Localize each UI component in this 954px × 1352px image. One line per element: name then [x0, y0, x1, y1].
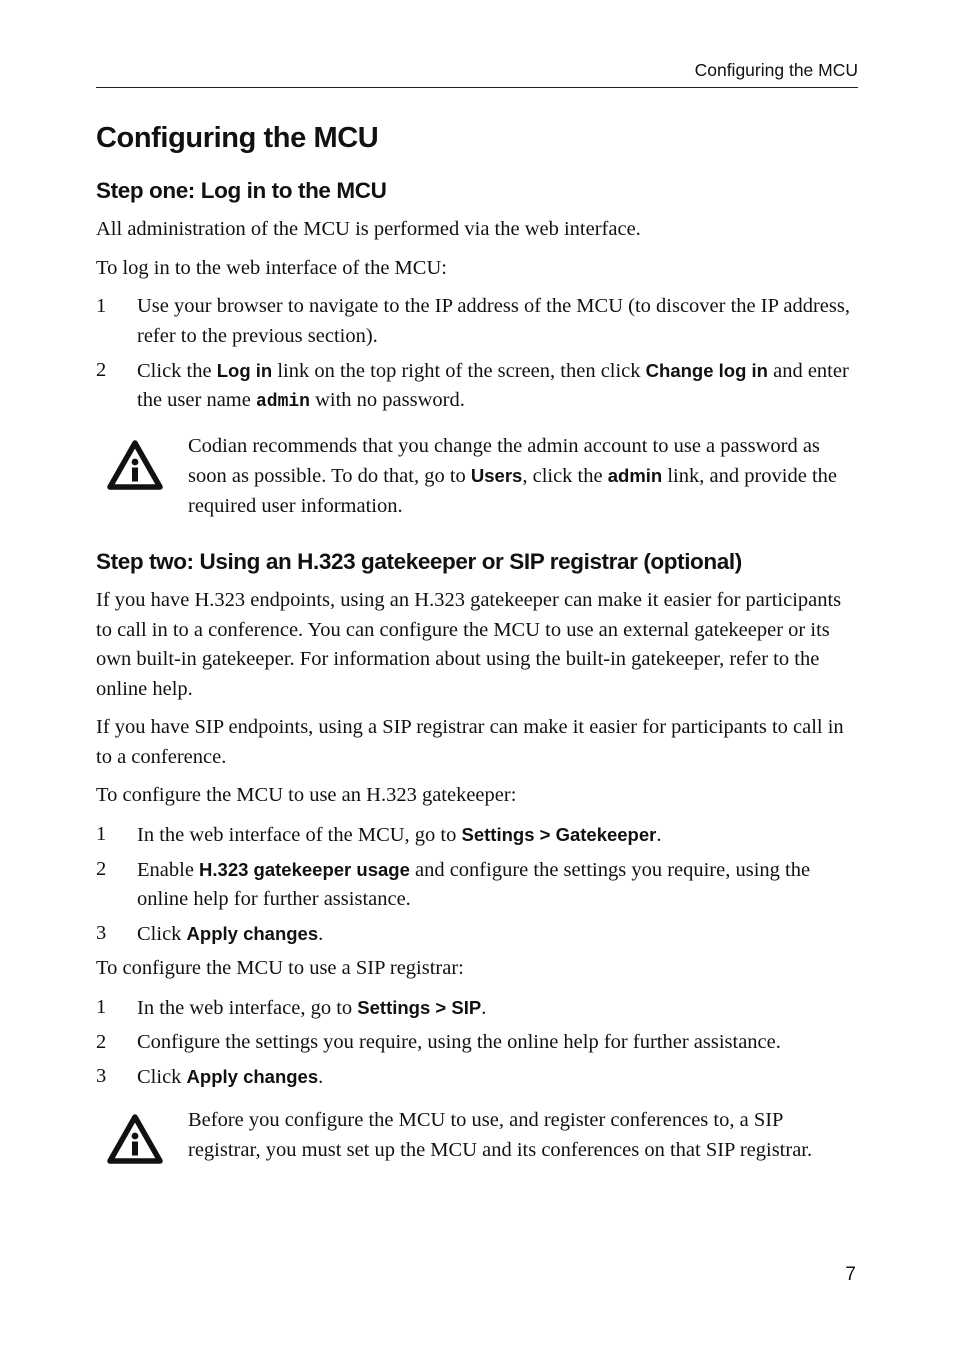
warning-icon — [107, 1114, 163, 1164]
step-text: and enter the user name — [137, 359, 849, 411]
step-number: 1 — [96, 822, 107, 845]
step-number: 1 — [96, 995, 107, 1018]
page-content — [96, 118, 858, 1165]
step-text: and configure the settings you require, using the online help for further assistance. — [137, 858, 811, 910]
step-text: In the web interface of the MCU, go to — [137, 823, 462, 846]
page-number: 7 — [845, 1264, 856, 1285]
step-text: Enable — [137, 858, 200, 881]
sip-step-1 — [96, 993, 858, 1024]
paragraph-login-intro: To log in to the web interface of the MCU: — [96, 256, 447, 279]
change-log-in-label: Change log in — [645, 359, 768, 381]
running-header: Configuring the MCU — [96, 57, 858, 88]
admin-label: admin — [607, 465, 663, 486]
gatekeeper-usage-label: H.323 gatekeeper usage — [199, 858, 410, 880]
paragraph-sip-intro: To configure the MCU to use a SIP registrar: — [96, 957, 464, 979]
apply-changes-label: Apply changes — [186, 1065, 319, 1087]
section-heading-step-two: Step two: Using an H.323 gatekeeper or SIP registrar (optional) — [96, 549, 742, 574]
warning-icon — [107, 440, 163, 490]
step-text: . — [318, 1065, 324, 1088]
note-text: , click the — [522, 465, 608, 487]
sip-step-2 — [96, 1028, 858, 1058]
step-number: 3 — [96, 922, 107, 944]
paragraph-sip-registrar: If you have SIP endpoints, using a SIP registrar can make it easier for participants to call in to a conference. — [96, 716, 844, 768]
step-number: 2 — [96, 857, 107, 880]
step-text: Configure the settings you require, using the online help for further assistance. — [137, 1030, 781, 1053]
step-text: In the web interface, go to — [137, 996, 358, 1019]
paragraph-gatekeeper-intro: To configure the MCU to use an H.323 gatekeeper: — [96, 784, 517, 806]
sip-step-3 — [96, 1062, 858, 1093]
step-text: . — [318, 923, 324, 945]
step-text: . — [481, 996, 487, 1019]
log-in-label: Log in — [216, 359, 273, 381]
step-text: with no password. — [309, 389, 465, 411]
paragraph-admin-web-interface: All administration of the MCU is performed via the web interface. — [96, 218, 641, 240]
settings-sip-label: Settings > SIP — [357, 996, 482, 1018]
apply-changes-label: Apply changes — [186, 923, 319, 944]
users-label: Users — [470, 465, 523, 486]
step-number: 2 — [96, 358, 107, 381]
step-text: Click — [137, 1065, 187, 1088]
step-number: 1 — [96, 295, 107, 317]
gatekeeper-step-2 — [96, 855, 858, 915]
sip-registrar-note — [96, 1106, 858, 1165]
paragraph-h323-gatekeeper: If you have H.323 endpoints, using an H.323 gatekeeper can make it easier for participants to call in to a conference. You can configure the MCU to use an external gatekeeper or its own built-in gatekeeper. For information about using the built-in gatekeeper, refer to the online help. — [96, 589, 842, 700]
note-text: Before you configure the MCU to use, and register conferences to, a SIP registrar, you must set up the MCU and its conferences on that SIP registrar. — [188, 1109, 813, 1161]
step-text: Use your browser to navigate to the IP address of the MCU (to discover the IP address, refer to the previous section). — [137, 295, 850, 347]
gatekeeper-step-3 — [96, 919, 858, 950]
section-heading-step-one: Step one: Log in to the MCU — [96, 178, 387, 203]
step-text: Click — [137, 923, 187, 945]
step-text: . — [656, 823, 662, 846]
page-title: Configuring the MCU — [96, 122, 379, 154]
step-number: 2 — [96, 1030, 107, 1053]
admin-password-note — [96, 432, 858, 522]
step-number: 3 — [96, 1064, 107, 1087]
step-text: link on the top right of the screen, then click — [272, 359, 646, 382]
login-step-1 — [96, 292, 858, 351]
username-code: admin — [255, 392, 310, 412]
step-text: Click the — [137, 359, 217, 382]
gatekeeper-step-1 — [96, 820, 858, 851]
note-text: Codian recommends that you change the admin account to use a password as soon as possible. To do that, go to — [188, 434, 820, 487]
login-step-2 — [96, 356, 858, 418]
note-text: link, and provide the required user information. — [188, 465, 837, 517]
settings-gatekeeper-label: Settings > Gatekeeper — [461, 823, 657, 845]
